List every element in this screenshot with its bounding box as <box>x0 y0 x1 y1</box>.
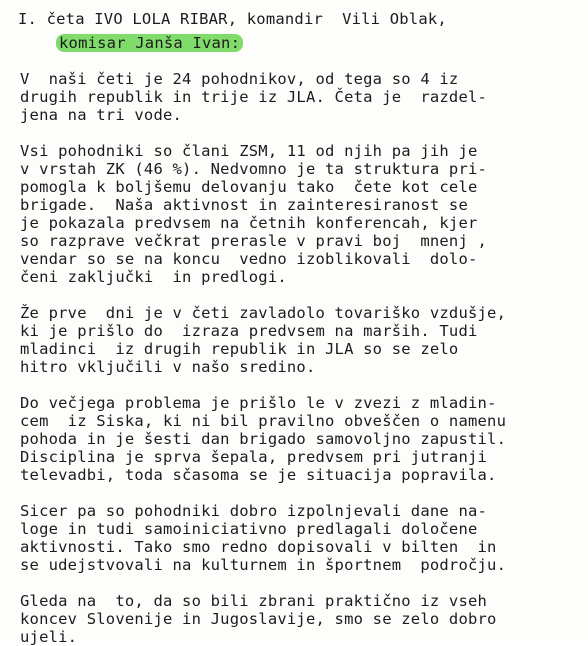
paragraph-2-line: pomogla k boljšemu delovanju tako čete kot cele <box>20 178 478 196</box>
paragraph-6-line: Gleda na to, da so bili zbrani praktično iz vseh <box>20 592 488 610</box>
paragraph-4-line: Do večjega problema je prišlo le v zvezi z mladin- <box>20 394 497 412</box>
paragraph-6-line: koncev Slovenije in Jugoslavije, smo se zelo dobro <box>20 610 497 628</box>
heading-line-1: I. četa IVO LOLA RIBAR, komandir Vili Oblak, <box>18 10 447 28</box>
paragraph-2-line: v vrstah ZK (46 %). Nedvomno je ta struktura pri- <box>20 160 488 178</box>
paragraph-6-line: ujeli. <box>20 628 78 646</box>
paragraph-1-line: drugih republik in trije iz JLA. Četa je razdel- <box>20 88 488 106</box>
paragraph-5-line: loge in tudi samoiniciativno predlagali določene <box>20 520 478 538</box>
paragraph-2-line: je pokazala predvsem na četnih konferencah, kjer <box>20 214 478 232</box>
paragraph-4-line: cem iz Siska, ki ni bil pravilno obveščen o namenu <box>20 412 507 430</box>
paragraph-3-line: Že prve dni je v četi zavladolo tovariško vzdušje, <box>20 304 507 322</box>
paragraph-2-line: so razprave večkrat prerasle v pravi boj mnenj , <box>20 232 488 250</box>
paragraph-5-line: aktivnosti. Tako smo redno dopisovali v bilten in <box>20 538 497 556</box>
paragraph-4-line: televadbi, toda sčasoma se je situacija popravila. <box>20 466 497 484</box>
paragraph-2-line: vendar so se na koncu vedno izoblikovali dolo- <box>20 250 478 268</box>
paragraph-2-line: čeni zaključki in predlogi. <box>20 268 287 286</box>
paragraph-3-line: hitro vključili v našo sredino. <box>20 358 316 376</box>
paragraph-2-line: brigade. Naša aktivnost in zainteresiranost se <box>20 196 468 214</box>
paragraph-4-line: Disciplina je sprva šepala, predvsem pri jutranji <box>20 448 488 466</box>
paragraph-1-line: jena na tri vode. <box>20 106 183 124</box>
paragraph-2-line: Vsi pohodniki so člani ZSM, 11 od njih pa jih je <box>20 142 478 160</box>
paragraph-3-line: ki je prišlo do izraza predvsem na marših. Tudi <box>20 322 478 340</box>
paragraph-4-line: pohoda in je šesti dan brigado samovoljno zapustil. <box>20 430 507 448</box>
paragraph-3-line: mladinci iz drugih republik in JLA so se zelo <box>20 340 459 358</box>
paragraph-5-line: se udejstvovali na kulturnem in športnem področju. <box>20 556 507 574</box>
highlighted-commissar-name: komisar Janša Ivan: <box>56 34 243 52</box>
paragraph-1-line: V naši četi je 24 pohodnikov, od tega so 4 iz <box>20 70 459 88</box>
heading-line-2 <box>56 34 243 52</box>
paragraph-5-line: Sicer pa so pohodniki dobro izpolnjevali dane na- <box>20 502 488 520</box>
